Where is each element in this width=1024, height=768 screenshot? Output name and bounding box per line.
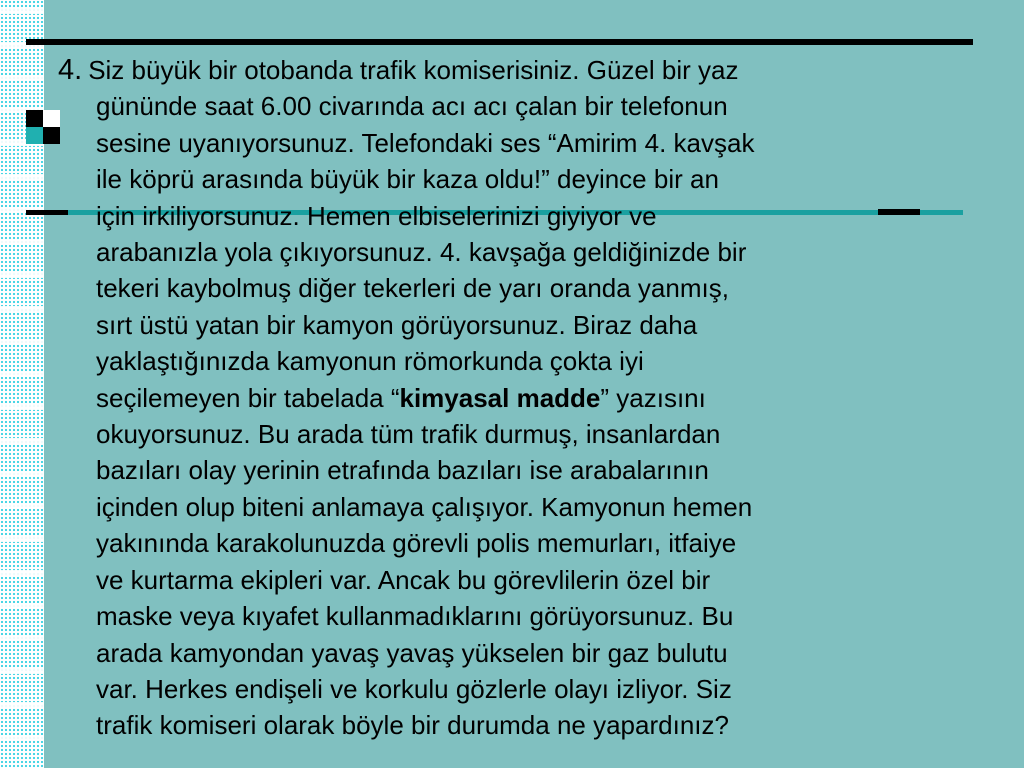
question-number: 4. [58,54,83,86]
text-line: trafik komiseri olarak böyle bir durumda ne yapardınız? [96,710,729,741]
text-line: tekeri kaybolmuş diğer tekerleri de yarı oranda yanmış, [96,273,729,304]
text-line: sesine uyanıyorsunuz. Telefondaki ses “Amirim 4. kavşak [96,127,755,158]
text-line: 4. Siz büyük bir otobanda trafik komiserisiniz. Güzel bir yaz [58,54,739,86]
text-line: arada kamyondan yavaş yavaş yükselen bir gaz bulutu [96,637,728,668]
text-line: arabanızla yola çıkıyorsunuz. 4. kavşağa geldiğinizde bir [96,237,747,268]
text-line: var. Herkes endişeli ve korkulu gözlerle olayı izliyor. Siz [96,673,732,704]
text-line: maske veya kıyafet kullanmadıklarını görüyorsunuz. Bu [96,601,734,632]
top-divider [26,39,973,45]
text-line: için irkiliyorsunuz. Hemen elbiselerinizi giyiyor ve [96,200,657,231]
text-line: seçilemeyen bir tabelada “kimyasal madde” yazısını [96,382,706,413]
emphasized-phrase: kimyasal madde [399,382,601,413]
square-bullet-icon [26,110,60,144]
text-line: gününde saat 6.00 civarında acı acı çalan bir telefonun [96,91,728,122]
text-line: ile köprü arasında büyük bir kaza oldu!” deyince bir an [96,164,719,195]
text-line: yakınında karakolunuzda görevli polis memurları, itfaiye [96,528,737,559]
text-line: içinden olup biteni anlamaya çalışıyor. Kamyonun hemen [96,491,753,522]
text-line: ve kurtarma ekipleri var. Ancak bu görevlilerin özel bir [96,564,711,595]
text-line: bazıları olay yerinin etrafında bazıları ise arabalarının [96,455,709,486]
text-line: yaklaştığınızda kamyonun römorkunda çokta iyi [96,346,644,377]
text-line: okuyorsunuz. Bu arada tüm trafik durmuş, insanlardan [96,419,721,450]
slide-body-text [58,52,978,744]
text-line: sırt üstü yatan bir kamyon görüyorsunuz. Biraz daha [96,309,698,340]
